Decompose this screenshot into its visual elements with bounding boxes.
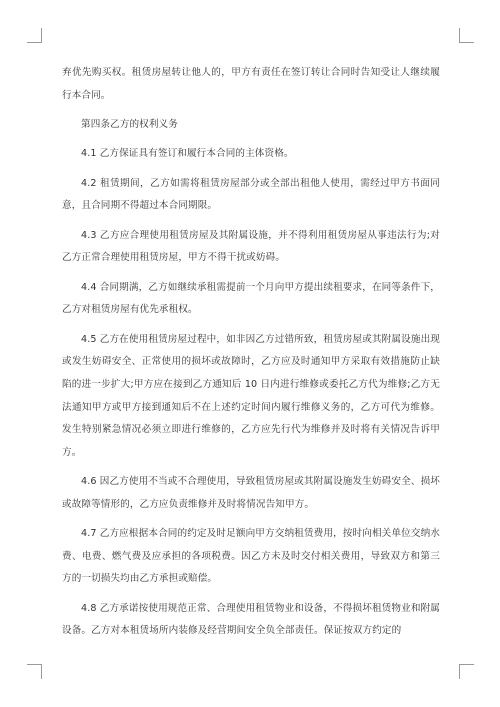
crop-mark-top-left (27, 28, 42, 43)
clause-4-7: 4.7 乙方应根据本合同的约定及时足额向甲方交纳租赁费用，按时向相关单位交纳水费、电费、燃气费及应承担的各项税费。因乙方未及时交付相关费用，导致双方和第三方的一切损失均由乙方承担或赔偿。 (62, 528, 440, 585)
clause-4-1: 4.1 乙方保证具有签订和履行本合同的主体资格。 (81, 148, 294, 160)
crop-mark-bottom-right (459, 664, 474, 679)
document-body (62, 62, 440, 643)
crop-mark-top-right (459, 28, 474, 43)
paragraph-continuation: 弃优先购买权。租赁房屋转让他人的，甲方有责任在签订转让合同时告知受让人继续履行本合同。 (62, 67, 440, 101)
crop-mark-bottom-left (27, 664, 42, 679)
clause-4-3: 4.3 乙方应合理使用租赁房屋及其附属设施，并不得利用租赁房屋从事违法行为;对乙方正常合理使用租赁房屋，甲方不得干扰或妨碍。 (62, 229, 440, 264)
clause-4-5: 4.5 乙方在使用租赁房屋过程中，如非因乙方过错所致，租赁房屋或其附属设施出现或发生妨碍安全、正常使用的损坏或故障时，乙方应及时通知甲方采取有效措施防止缺陷的进一步扩大;甲方应在接到乙方通知后 10 日内进行维修或委托乙方代为维修;乙方无法通知甲方或甲方接到通知后不在上述约定时间内履行维修义务的，乙方可代为维修。发生特别紧急情况必须立即进行维修的，乙方应先行代为维修并及时将有关情况告诉甲方。 (62, 333, 440, 458)
clause-4-2: 4.2 租赁期间，乙方如需将租赁房屋部分或全部出租他人使用，需经过甲方书面同意，且合同期不得超过本合同期限。 (62, 177, 440, 212)
clause-4-6: 4.6 因乙方使用不当或不合理使用，导致租赁房屋或其附属设施发生妨碍安全、损坏或故障等情形的，乙方应负责维修并及时将情况告知甲方。 (62, 476, 440, 510)
clause-4-4: 4.4 合同期满，乙方如继续承租需提前一个月向甲方提出续租要求，在同等条件下，乙方对租赁房屋有优先承租权。 (62, 281, 440, 316)
clause-4-8: 4.8 乙方承诺按使用规范正常、合理使用租赁物业和设备，不得损坏租赁物业和附属设备。乙方对本租赁场所内装修及经营期间安全负全部责任。保证按双方约定的 (62, 602, 440, 637)
section-heading-article-4: 第四条乙方的权利义务 (81, 118, 178, 130)
